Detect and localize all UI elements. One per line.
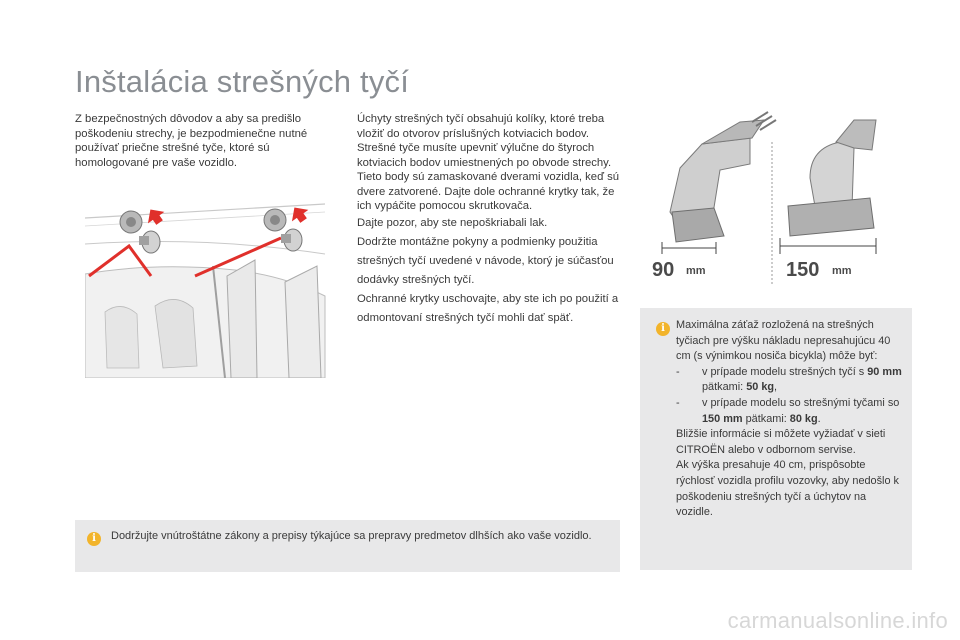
label-90: 90 [652,259,675,281]
intro-paragraph: Z bezpečnostných dôvodov a aby sa predišlo poškodeniu strechy, je bezpodmienečne nutné používať priečne strešné tyče, ktoré sú homologované pre vaše vozidlo. [75,113,308,169]
label-90-unit: mm [686,265,706,277]
instructions-paragraph-4: Dodržte montážne pokyny a podmienky použitia strešných tyčí uvedené v návode, ktorý je súčasťou dodávky strešných tyčí. [357,235,614,286]
label-150-unit: mm [832,265,852,277]
load-info-height: Ak výška presahuje 40 cm, prispôsobte rýchlosť vozidla profilu vozovky, aby nedošlo k poškodeniu strešných tyčí a úchytov na vozidle. [676,459,900,519]
roof-bar-feet-drawing [640,108,890,290]
roof-bar-feet-illustration [640,108,890,290]
load-info-item-150mm: - v prípade modelu so strešnými tyčami so 150 mm pätkami: 80 kg. [676,396,906,427]
law-info-text: Dodržujte vnútroštátne zákony a prepisy týkajúce sa prepravy predmetov dlhších ako vaše vozidlo. [111,530,592,542]
law-info-box [75,520,620,572]
instructions-paragraph-1: Úchyty strešných tyčí obsahujú kolíky, ktoré treba vložiť do otvorov príslušných kotviacich bodov. [357,113,605,140]
load-info-box [640,308,912,570]
car-roof-anchor-illustration [85,196,327,378]
load-info-item-90mm: - v prípade modelu strešných tyčí s 90 mm pätkami: 50 kg, [676,365,906,396]
info-icon: i [87,532,101,546]
instructions-paragraph-2: Strešné tyče musíte upevniť výlučne do štyroch kotviacich bodov umiestnených po obvode strechy. Tieto body sú zamaskované dverami vozidla, keď sú dvere zatvorené. Dajte dole ochranné krytky tak, že ich vypáčite pomocou skrutkovača. [357,142,620,212]
instructions-column [357,112,629,328]
dash: - [676,365,680,378]
instructions-paragraph-5: Ochranné krytky uschovajte, aby ste ich po použití a odmontovaní strešných tyčí mohli dať späť. [357,292,619,324]
load-info-service: Bližšie informácie si môžete vyžiadať v sieti CITROËN alebo v odbornom servise. [676,428,886,456]
label-150: 150 [786,259,820,281]
load-info-intro: Maximálna záťaž rozložená na strešných tyčiach pre výšku nákladu nepresahujúcu 40 cm (s výnimkou nosiča bicykla) môže byť: [676,319,891,363]
page-title: Inštalácia strešných tyčí [75,64,410,99]
info-icon: i [656,322,670,336]
watermark: carmanualsonline.info [727,608,948,633]
load-info-text [676,318,906,521]
dash: - [676,396,680,409]
instructions-paragraph-3: Dajte pozor, aby ste nepoškriabali lak. [357,216,548,229]
